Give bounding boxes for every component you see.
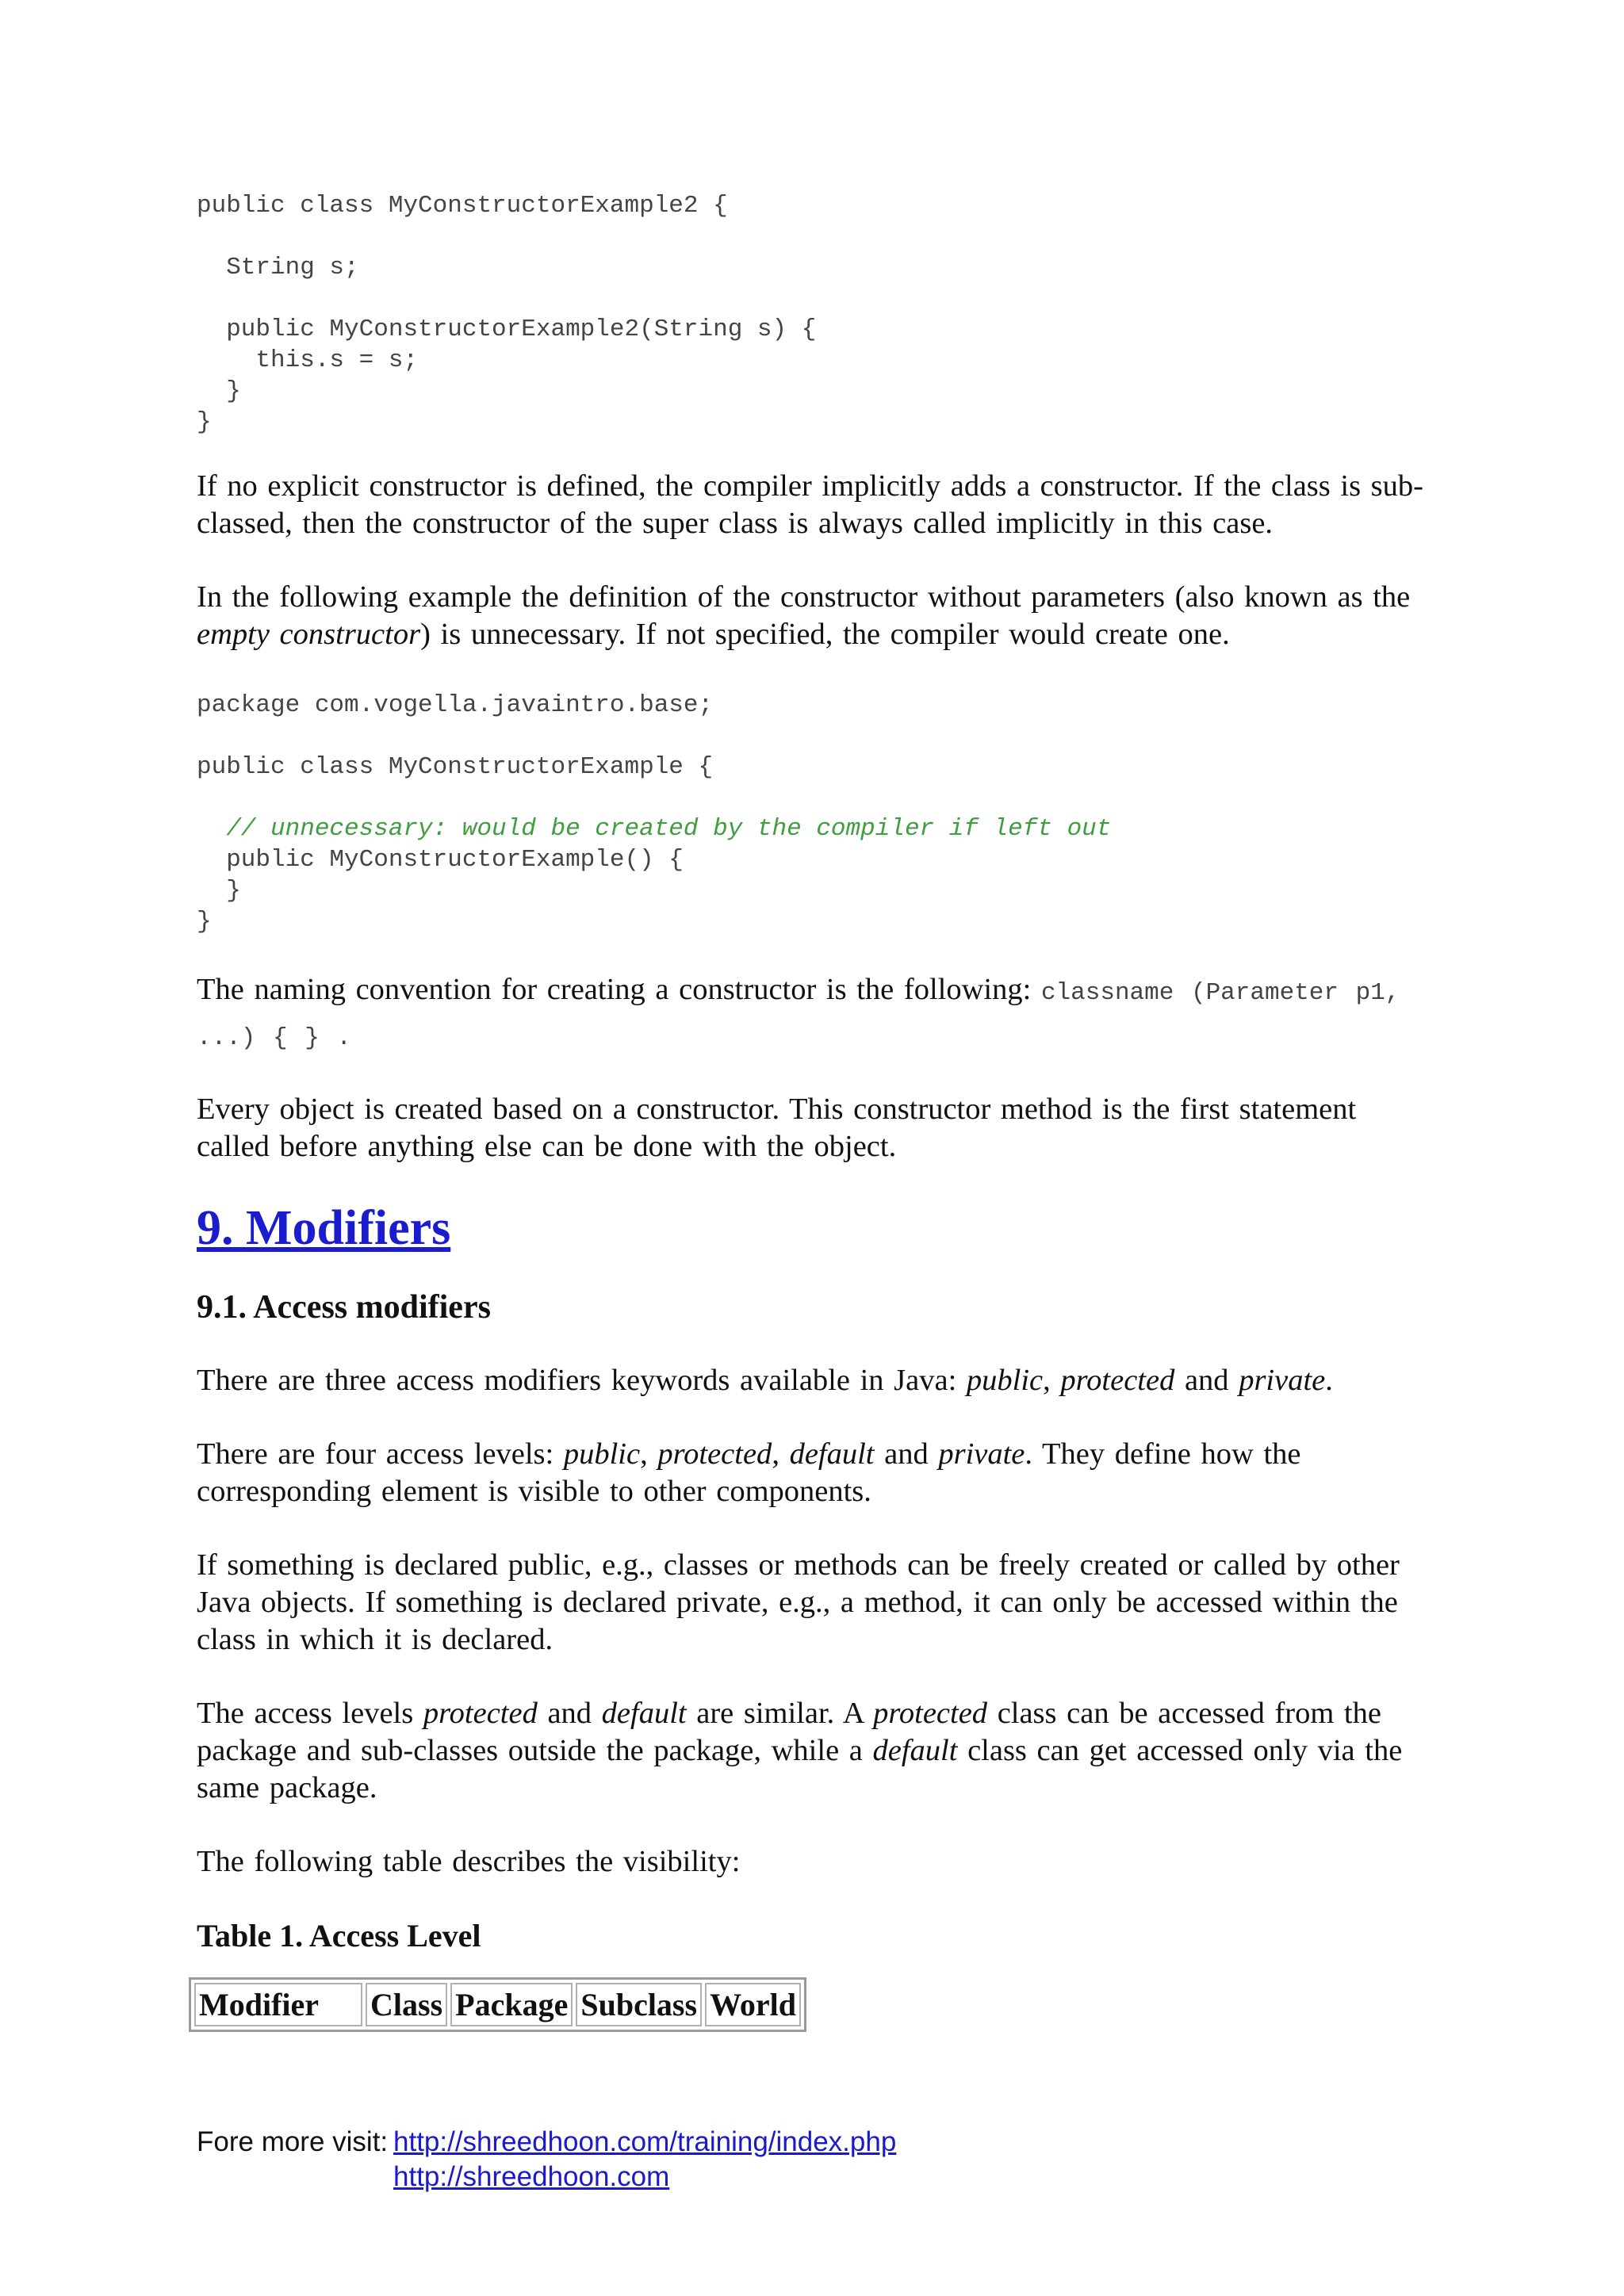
- paragraph-implicit-constructor: If no explicit constructor is defined, the compiler implicitly adds a constructor. If the class is sub-classed, then the constructor of the super class is always called implicitly in this case.: [197, 469, 1423, 540]
- paragraph-public-private: If something is declared public, e.g., classes or methods can be freely created or called by other Java objects. If something is declared private, e.g., a method, it can only be accessed within the class in which it is declared.: [197, 1548, 1400, 1656]
- table-header-row: [194, 1983, 801, 2026]
- footer-links: [393, 2125, 896, 2195]
- code-line: public MyConstructorExample2(String s) {: [197, 316, 817, 343]
- paragraph-naming-convention: The naming convention for creating a constructor is the following: classname (Parameter p1, ...) { } .: [197, 973, 1400, 1052]
- code-block-constructor-example2: [197, 190, 1434, 438]
- section-title-modifiers[interactable]: 9. Modifiers: [197, 1201, 451, 1255]
- code-line: String s;: [197, 254, 359, 281]
- table-caption: Table 1. Access Level: [197, 1918, 481, 1954]
- paragraph-three-modifiers: There are three access modifiers keywords available in Java: public, protected and private.: [197, 1364, 1333, 1397]
- inline-code-constructor-syntax: classname (Parameter p1, ...) { } .: [197, 979, 1400, 1052]
- access-level-table: [189, 1977, 806, 2032]
- footer-link-training[interactable]: http://shreedhoon.com/training/index.php: [393, 2126, 897, 2157]
- table-header-world: World: [705, 1983, 801, 2026]
- subsection-title-access-modifiers: 9.1. Access modifiers: [197, 1289, 491, 1326]
- footer-link-home[interactable]: http://shreedhoon.com: [393, 2161, 670, 2192]
- paragraph-protected-default: The access levels protected and default are similar. A protected class can be accessed from the package and sub-classes outside the package, while a default class can get accessed only via the same package.: [197, 1697, 1403, 1804]
- paragraph-empty-constructor: In the following example the definition of the constructor without parameters (also known as the empty constructor) is unnecessary. If not specified, the compiler would create one.: [197, 580, 1411, 651]
- emphasis-empty-constructor: empty constructor: [197, 618, 421, 651]
- code-line: }: [197, 377, 241, 405]
- table-header-subclass: Subclass: [576, 1983, 702, 2026]
- table-header-package: Package: [450, 1983, 573, 2026]
- paragraph-table-intro: The following table describes the visibility:: [197, 1845, 741, 1878]
- table-header-modifier: Modifier: [194, 1983, 362, 2026]
- code-line: }: [197, 408, 212, 436]
- page-content: [197, 190, 1434, 2032]
- footer: [197, 2125, 897, 2192]
- paragraph-four-levels: There are four access levels: public, protected, default and private. They define how the corresponding element is visible to other components.: [197, 1437, 1301, 1508]
- code-comment: // unnecessary: would be created by the compiler if left out: [197, 815, 1112, 843]
- footer-label: Fore more visit:: [197, 2126, 389, 2157]
- table-header-class: Class: [366, 1983, 447, 2026]
- code-block-constructor-example: package com.vogella.javaintro.base; public class MyConstructorExample { // unnecessary: would be created by the compiler if left out public MyConstructorExample() { } }: [197, 691, 1112, 936]
- code-line: public class MyConstructorExample2 {: [197, 192, 728, 220]
- code-line: this.s = s;: [197, 346, 419, 374]
- paragraph-object-creation: Every object is created based on a constructor. This constructor method is the first statement called before anything else can be done with the object.: [197, 1093, 1357, 1163]
